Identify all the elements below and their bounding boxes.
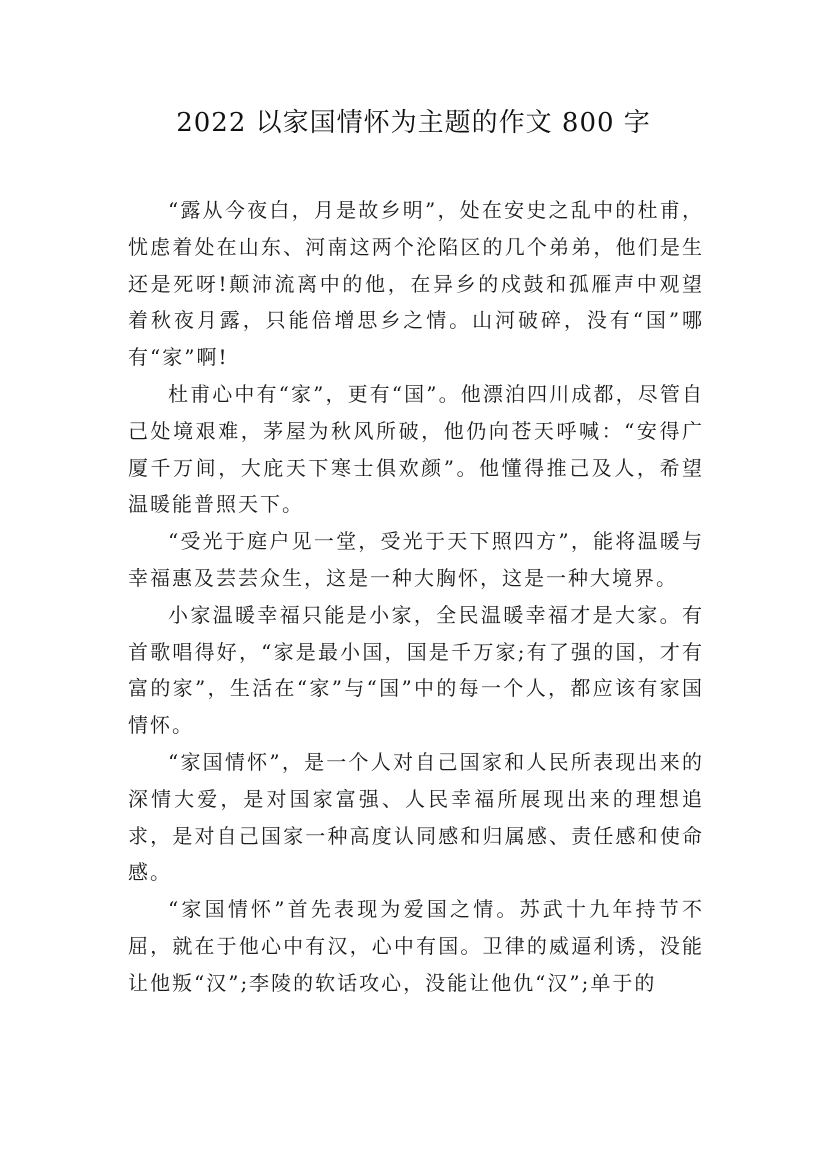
paragraph-2: 杜甫心中有“家”，更有“国”。他漂泊四川成都，尽管自己处境艰难，茅屋为秋风所破，他仍向苍天呼喊：“安得广厦千万间，大庇天下寒士俱欢颜”。他懂得推己及人，希望温暖能普照天下。	[128, 381, 704, 517]
document-body	[128, 192, 704, 1002]
paragraph-3: “受光于庭户见一堂，受光于天下照四方”，能将温暖与幸福惠及芸芸众生，这是一种大胸怀，这是一种大境界。	[128, 529, 704, 590]
paragraph-6: “家国情怀”首先表现为爱国之情。苏武十九年持节不屈，就在于他心中有汉，心中有国。卫律的威逼利诱，没能让他叛“汉”;李陵的软话攻心，没能让他仇“汉”;单于的	[128, 897, 704, 995]
paragraph-5: “家国情怀”，是一个人对自己国家和人民所表现出来的深情大爱，是对国家富强、人民幸福所展现出来的理想追求，是对自己国家一种高度认同感和归属感、责任感和使命感。	[128, 749, 704, 885]
paragraph-1: “露从今夜白，月是故乡明”，处在安史之乱中的杜甫，忧虑着处在山东、河南这两个沦陷区的几个弟弟，他们是生还是死呀!颠沛流离中的他，在异乡的戍鼓和孤雁声中观望着秋夜月露，只能倍增思乡之情。山河破碎，没有“国”哪有“家”啊!	[128, 198, 704, 370]
paragraph-4: 小家温暖幸福只能是小家，全民温暖幸福才是大家。有首歌唱得好，“家是最小国，国是千万家;有了强的国，才有富的家”，生活在“家”与“国”中的每一个人，都应该有家国情怀。	[128, 602, 704, 738]
document-title: 2022 以家国情怀为主题的作文 800 字	[176, 108, 651, 138]
